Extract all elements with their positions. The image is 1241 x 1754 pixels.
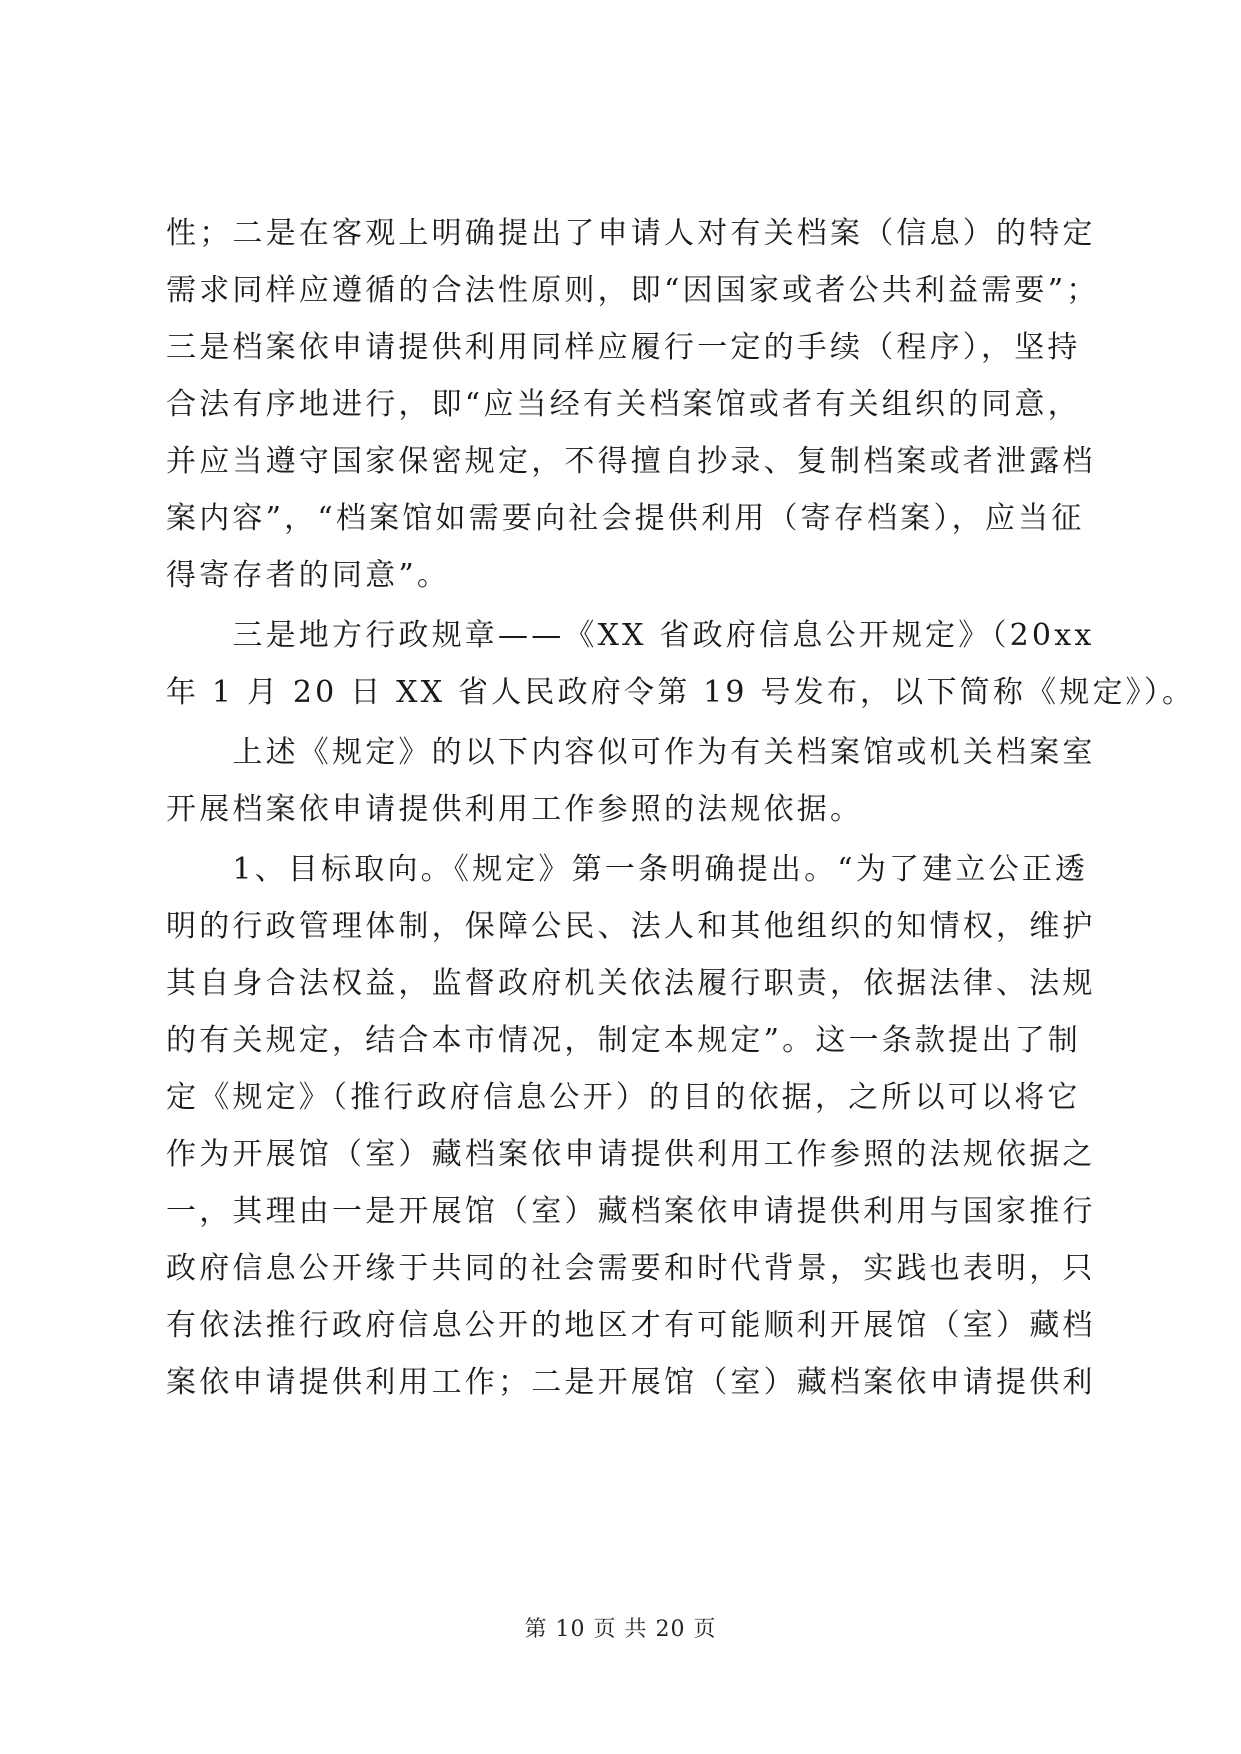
body-line: 年 1 月 20 日 XX 省人民政府令第 19 号发布，以下简称《规定》）。 (166, 675, 1196, 710)
body-line: 上述《规定》的以下内容似可作为有关档案馆或机关档案室 (166, 735, 1096, 770)
body-line: 案依申请提供利用工作；二是开展馆（室）藏档案依申请提供利 (166, 1365, 1096, 1400)
body-line: 其自身合法权益，监督政府机关依法履行职责，依据法律、法规 (166, 966, 1096, 1001)
body-line: 合法有序地进行，即“应当经有关档案馆或者有关组织的同意， (166, 387, 1081, 422)
body-line: 作为开展馆（室）藏档案依申请提供利用工作参照的法规依据之 (166, 1137, 1096, 1172)
body-line: 需求同样应遵循的合法性原则，即“因国家或者公共利益需要”； (166, 273, 1100, 308)
body-line: 性；二是在客观上明确提出了申请人对有关档案（信息）的特定 (166, 216, 1096, 251)
body-line: 案内容”，“档案馆如需要向社会提供利用（寄存档案），应当征 (166, 501, 1085, 536)
body-line: 得寄存者的同意”。 (166, 558, 451, 593)
body-line: 的有关规定，结合本市情况，制定本规定”。这一条款提出了制 (166, 1023, 1081, 1058)
body-line: 一，其理由一是开展馆（室）藏档案依申请提供利用与国家推行 (166, 1194, 1096, 1229)
body-line: 有依法推行政府信息公开的地区才有可能顺利开展馆（室）藏档 (166, 1308, 1096, 1343)
body-line: 开展档案依申请提供利用工作参照的法规依据。 (166, 792, 864, 827)
page-number-footer: 第 10 页 共 20 页 (524, 1617, 717, 1642)
body-line: 1、目标取向。《规定》第一条明确提出。“为了建立公正透 (166, 852, 1089, 887)
body-line: 定《规定》（推行政府信息公开）的目的依据，之所以可以将它 (166, 1080, 1081, 1115)
body-line: 明的行政管理体制，保障公民、法人和其他组织的知情权，维护 (166, 909, 1096, 944)
body-line: 三是地方行政规章——《XX 省政府信息公开规定》（20xx (166, 618, 1095, 653)
body-line: 政府信息公开缘于共同的社会需要和时代背景，实践也表明，只 (166, 1251, 1096, 1286)
body-line: 三是档案依申请提供利用同样应履行一定的手续（程序），坚持 (166, 330, 1081, 365)
body-line: 并应当遵守国家保密规定，不得擅自抄录、复制档案或者泄露档 (166, 444, 1096, 479)
